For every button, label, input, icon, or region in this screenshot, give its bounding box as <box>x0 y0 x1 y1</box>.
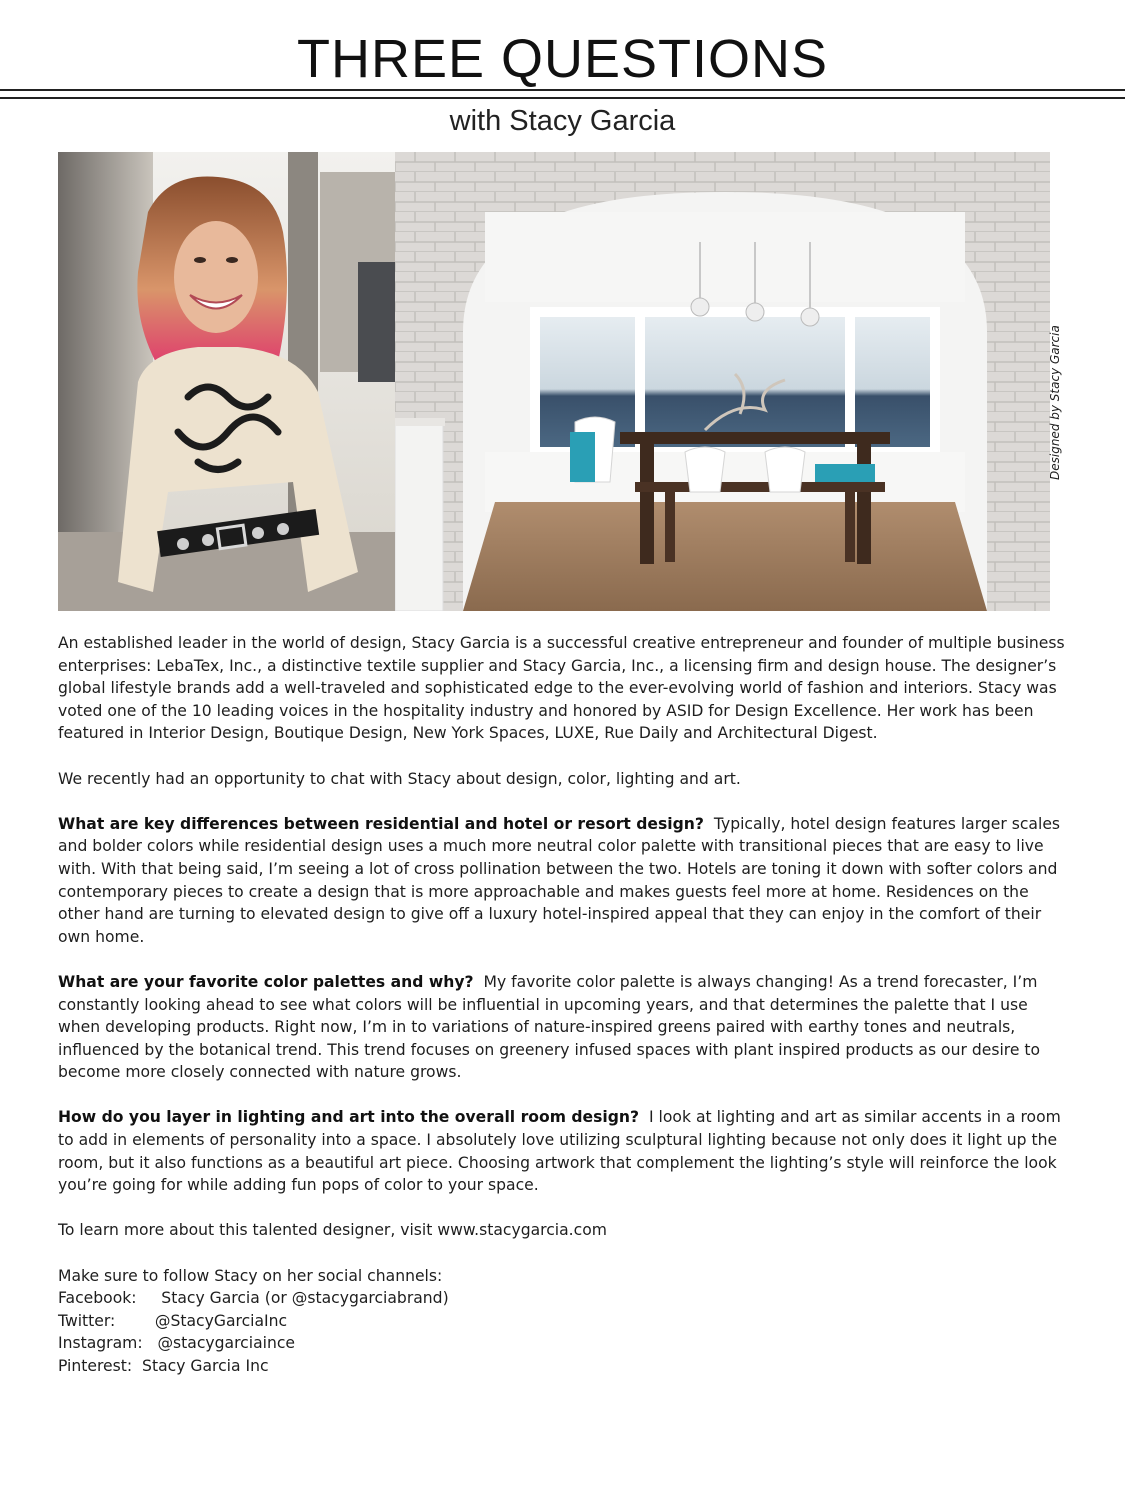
portrait-illustration <box>58 152 395 611</box>
answer-3: I look at lighting and art as similar accents in a room to add in elements of personality into a space. I absolutely love utilizing sculptural lighting because not only does it light up the room, but it also functions as a beautiful art piece. Choosing artwork that complement the lighting’s style will reinforce the look you’re going for while adding fun pops of color to your space. <box>58 1108 1061 1195</box>
answer-1: Typically, hotel design features larger scales and bolder colors while residential design uses a much more neutral color palette with transitional pieces that are easy to live with. With that being said, I’m seeing a lot of cross pollination between the two. Hotels are toning it down with softer colors and contemporary pieces to create a design that is more approachable and makes guests feel more at home. Residences on the other hand are turning to elevated design to give off a luxury hotel-inspired appeal that they can enjoy in the comfort of their own home. <box>58 814 1061 946</box>
question-3: How do you layer in lighting and art into the overall room design? <box>58 1108 640 1127</box>
page-subtitle: with Stacy Garcia <box>449 105 676 137</box>
social-instagram: Instagram: @stacygarciaince <box>58 1334 296 1353</box>
qa-3 <box>58 1106 1068 1196</box>
article-body <box>58 632 1068 1378</box>
title-rule-top <box>0 89 1125 91</box>
lead-paragraph: We recently had an opportunity to chat with Stacy about design, color, lighting and art. <box>58 769 741 788</box>
portrait-photo <box>58 152 395 611</box>
social-section <box>58 1265 1068 1378</box>
room-photo <box>395 152 1050 611</box>
intro-paragraph: An established leader in the world of design, Stacy Garcia is a successful creative entrepreneur and founder of multiple business enterprises: LebaTex, Inc., a distinctive textile supplier and Stacy Garcia, Inc., a licensing firm and design house. The designer’s global lifestyle brands add a well-traveled and sophisticated edge to the ever-evolving world of fashion and interiors. Stacy was voted one of the 10 leading voices in the hospitality industry and honored by ASID for Design Excellence. Her work has been featured in Interior Design, Boutique Design, New York Spaces, LUXE, Rue Daily and Architectural Digest. <box>58 634 1065 743</box>
question-2: What are your favorite color palettes and why? <box>58 972 474 991</box>
qa-2 <box>58 971 1068 1084</box>
photo-credit: Designed by Stacy Garcia <box>1048 325 1062 480</box>
social-twitter: Twitter: @StacyGarciaInc <box>58 1311 288 1330</box>
title-rule-bottom <box>0 97 1125 99</box>
social-facebook: Facebook: Stacy Garcia (or @stacygarciabrand) <box>58 1289 449 1308</box>
room-illustration <box>395 152 1050 611</box>
question-1: What are key differences between residential and hotel or resort design? <box>58 814 704 833</box>
answer-2: My favorite color palette is always changing! As a trend forecaster, I’m constantly looking ahead to see what colors will be influential in upcoming years, and that determines the palette that I use when developing products. Right now, I’m in to variations of nature-inspired greens paired with earthy tones and neutrals, influenced by the botanical trend. This trend focuses on greenery infused spaces with plant inspired products as our desire to become more closely connected with nature grows. <box>58 972 1041 1082</box>
social-heading: Make sure to follow Stacy on her social channels: <box>58 1266 443 1285</box>
qa-1 <box>58 813 1068 949</box>
social-pinterest: Pinterest: Stacy Garcia Inc <box>58 1357 269 1375</box>
learn-more: To learn more about this talented designer, visit www.stacygarcia.com <box>58 1221 607 1240</box>
page-title: THREE QUESTIONS <box>296 29 829 89</box>
